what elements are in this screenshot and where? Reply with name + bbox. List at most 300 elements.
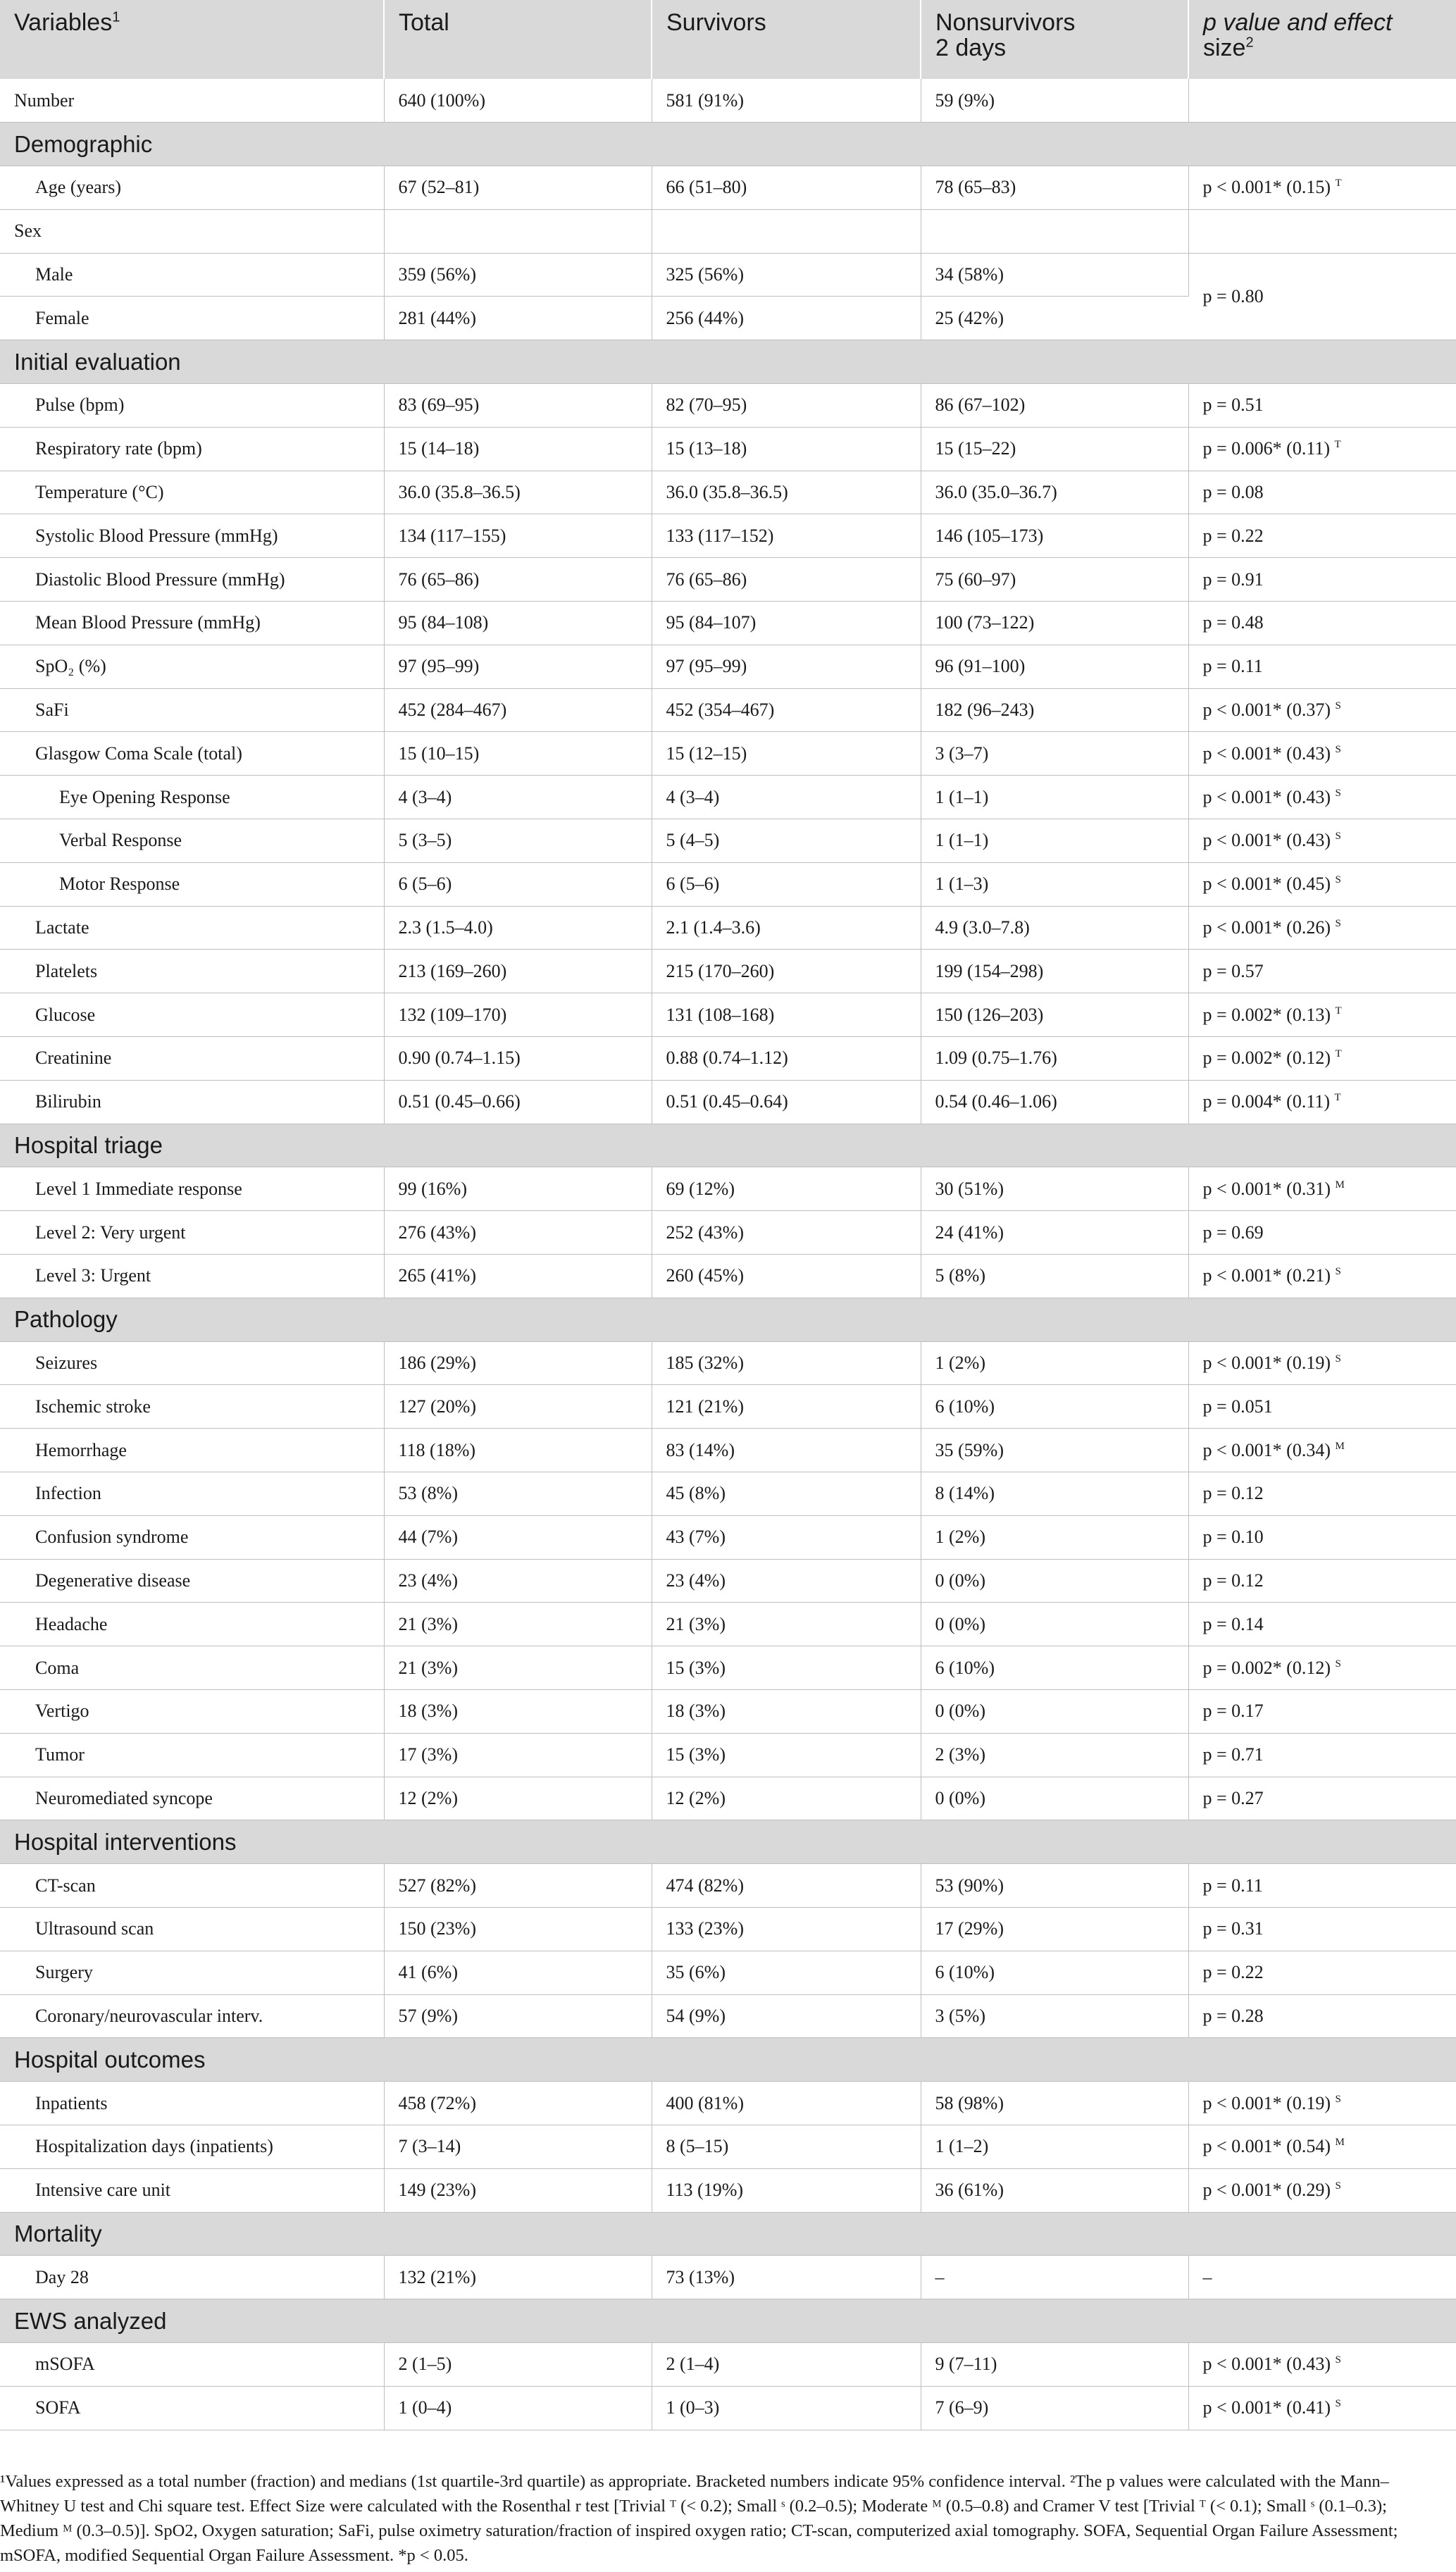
cell-p-value [1188, 950, 1456, 993]
cell-p-value [1188, 1864, 1456, 1908]
row-label: Ischemic stroke [0, 1385, 384, 1429]
row-label: Confusion syndrome [0, 1515, 384, 1559]
cell-p-value [1188, 1646, 1456, 1690]
cell-survivors: 66 (51–80) [652, 166, 921, 210]
cell-survivors: 185 (32%) [652, 1341, 921, 1385]
row-label: Female [0, 297, 384, 340]
cell-p-value [1188, 1211, 1456, 1255]
row-label: Hospitalization days (inpatients) [0, 2125, 384, 2168]
cell-total: 23 (4%) [384, 1559, 652, 1603]
p-value-text: p < 0.001* (0.43) [1202, 2354, 1336, 2375]
p-value-text: p < 0.001* (0.19) [1202, 2092, 1336, 2113]
footnote-text: ¹Values expressed as a total number (fraction) and medians (1st quartile-3rd quartile) as appropriate. Bracketed numbers indicate 95% confidence interval. ²The p values were calculated with the Mann–Whitney U test and Chi square test. Effect Size were calculated with the Rosenthal r test [Trivial ᵀ (< 0.2); Small ˢ (0.2–0.5); Moderate ᴹ (0.5–0.8) and Cramer V test [Trivial ᵀ (< 0.1); Small ˢ (0.1–0.3); Medium ᴹ (0.3–0.5)]. SpO2, Oxygen saturation; SaFi, pulse oximetry saturation/fraction of inspired oxygen ratio; CT-scan, computerized axial tomography. SOFA, Sequential Organ Failure Assessment; mSOFA, modified Sequential Organ Failure Assessment. *p < 0.05. [0, 2472, 1398, 2565]
cell-total: 44 (7%) [384, 1515, 652, 1559]
cell-nonsurvivors: 100 (73–122) [921, 602, 1188, 645]
effect-size-marker: S [1335, 1266, 1341, 1278]
cell-total: 17 (3%) [384, 1733, 652, 1777]
row-label: Level 3: Urgent [0, 1255, 384, 1298]
cell-total: 95 (84–108) [384, 602, 652, 645]
table-row [0, 602, 1456, 645]
row-label: Headache [0, 1603, 384, 1646]
row-label: Infection [0, 1472, 384, 1516]
table-row [0, 1385, 1456, 1429]
table-row [0, 2342, 1456, 2386]
cell-p-value [1188, 558, 1456, 602]
cell-nonsurvivors: 24 (41%) [921, 1211, 1188, 1255]
cell-total: 57 (9%) [384, 1994, 652, 2038]
section-outcomes [0, 2038, 1456, 2082]
cell-p-value [1188, 819, 1456, 863]
table-row [0, 1472, 1456, 1516]
table-row [0, 732, 1456, 776]
cell-survivors: 215 (170–260) [652, 950, 921, 993]
p-value-text: p = 0.27 [1202, 1787, 1264, 1808]
cell-nonsurvivors: 0 (0%) [921, 1603, 1188, 1646]
header-survivors: Survivors [652, 0, 921, 79]
cell-p-value [1188, 1559, 1456, 1603]
table-row [0, 2168, 1456, 2212]
table-row [0, 1603, 1456, 1646]
cell-p-value-sex: p = 0.80 [1188, 253, 1456, 340]
cell-p-value [1188, 862, 1456, 906]
cell-survivors: 36.0 (35.8–36.5) [652, 471, 921, 514]
cell-total: 2.3 (1.5–4.0) [384, 906, 652, 950]
effect-size-marker: T [1335, 1005, 1342, 1017]
cell-survivors: 15 (3%) [652, 1646, 921, 1690]
section-pathology [0, 1298, 1456, 1341]
cell-p-value [1188, 688, 1456, 732]
row-label: Neuromediated syncope [0, 1777, 384, 1820]
cell-p-value [1188, 1689, 1456, 1733]
p-value-text: p < 0.001* (0.43) [1202, 830, 1336, 851]
effect-size-marker: S [1335, 787, 1341, 799]
section-title: Hospital outcomes [0, 2038, 1456, 2082]
cell-total: 359 (56%) [384, 253, 652, 297]
section-title: Hospital interventions [0, 1820, 1456, 1864]
cell-p-value [1188, 1951, 1456, 1994]
cell-total: 1 (0–4) [384, 2386, 652, 2430]
cell-p-value [1188, 1515, 1456, 1559]
cell-survivors: 581 (91%) [652, 79, 921, 123]
cell-p-value [1188, 2125, 1456, 2168]
cell-survivors: 69 (12%) [652, 1167, 921, 1211]
cell-nonsurvivors: 0 (0%) [921, 1559, 1188, 1603]
cell-nonsurvivors: 34 (58%) [921, 253, 1188, 297]
cell-nonsurvivors: 6 (10%) [921, 1646, 1188, 1690]
effect-size-marker: T [1334, 1092, 1341, 1104]
cell-p-value [1188, 1255, 1456, 1298]
cell-nonsurvivors: 58 (98%) [921, 2082, 1188, 2125]
p-value-text: p = 0.14 [1202, 1613, 1264, 1634]
cell-total: 15 (10–15) [384, 732, 652, 776]
row-label: Age (years) [0, 166, 384, 210]
cell-nonsurvivors: 199 (154–298) [921, 950, 1188, 993]
cell-survivors: 256 (44%) [652, 297, 921, 340]
row-label: Eye Opening Response [0, 776, 384, 819]
effect-size-marker: S [1335, 918, 1341, 930]
cell-p-value [1188, 1429, 1456, 1472]
cell-p-value [1188, 2342, 1456, 2386]
cell-total: 6 (5–6) [384, 862, 652, 906]
table-row [0, 1994, 1456, 2038]
cell-nonsurvivors: 36.0 (35.0–36.7) [921, 471, 1188, 514]
cell-nonsurvivors: 7 (6–9) [921, 2386, 1188, 2430]
cell-nonsurvivors: 78 (65–83) [921, 166, 1188, 210]
effect-size-marker: M [1335, 1440, 1345, 1452]
cell-p-value [1188, 1994, 1456, 2038]
table-row [0, 2125, 1456, 2168]
cell-total: 53 (8%) [384, 1472, 652, 1516]
table-row [0, 906, 1456, 950]
row-label: Creatinine [0, 1037, 384, 1081]
table-row [0, 1646, 1456, 1690]
p-value-text: p = 0.006* (0.11) [1202, 438, 1335, 459]
cell-total: 458 (72%) [384, 2082, 652, 2125]
cell-nonsurvivors: 53 (90%) [921, 1864, 1188, 1908]
cell-total: 127 (20%) [384, 1385, 652, 1429]
cell-p-value [1188, 1080, 1456, 1124]
cell-nonsurvivors: 96 (91–100) [921, 645, 1188, 688]
cell-total: 7 (3–14) [384, 2125, 652, 2168]
cell-nonsurvivors: 9 (7–11) [921, 2342, 1188, 2386]
row-label: SaFi [0, 688, 384, 732]
effect-size-marker: S [1335, 1353, 1341, 1365]
cell-total: 18 (3%) [384, 1689, 652, 1733]
cell-p-value [1188, 1907, 1456, 1951]
p-value-text: p < 0.001* (0.21) [1202, 1265, 1336, 1286]
header-p-value: p value and effect size$^2$ [1188, 0, 1456, 79]
table-row [0, 2256, 1456, 2299]
section-title: Mortality [0, 2212, 1456, 2256]
p-value-text: p < 0.001* (0.26) [1202, 917, 1336, 938]
cell-nonsurvivors: 4.9 (3.0–7.8) [921, 906, 1188, 950]
cell-survivors: 133 (117–152) [652, 514, 921, 558]
cell-survivors: 5 (4–5) [652, 819, 921, 863]
row-label: Vertigo [0, 1689, 384, 1733]
p-value-text: p < 0.001* (0.31) [1202, 1178, 1336, 1199]
table-row [0, 1255, 1456, 1298]
table-row [0, 1733, 1456, 1777]
row-label: SpO₂ (%) [0, 645, 384, 688]
cell-p-value [1188, 1603, 1456, 1646]
row-label: Glucose [0, 993, 384, 1037]
table-body [0, 79, 1456, 2430]
table-row [0, 1167, 1456, 1211]
cell-total: 15 (14–18) [384, 427, 652, 471]
cell-nonsurvivors: 1 (2%) [921, 1341, 1188, 1385]
cell-total: 186 (29%) [384, 1341, 652, 1385]
p-value-text: – [1202, 2266, 1212, 2287]
cell-p-value [1188, 79, 1456, 123]
cell-survivors: 474 (82%) [652, 1864, 921, 1908]
row-label: Respiratory rate (bpm) [0, 427, 384, 471]
cell-nonsurvivors: 0 (0%) [921, 1689, 1188, 1733]
table-row-age [0, 166, 1456, 210]
cell-survivors: 12 (2%) [652, 1777, 921, 1820]
p-value-text: p = 0.10 [1202, 1527, 1264, 1548]
cell-survivors: 4 (3–4) [652, 776, 921, 819]
table-row [0, 1689, 1456, 1733]
section-mortality [0, 2212, 1456, 2256]
effect-size-marker: T [1334, 439, 1341, 451]
table-row [0, 1080, 1456, 1124]
cell-nonsurvivors: 5 (8%) [921, 1255, 1188, 1298]
cell-total: 118 (18%) [384, 1429, 652, 1472]
cell-survivors: 8 (5–15) [652, 2125, 921, 2168]
p-value-text: p = 0.17 [1202, 1701, 1264, 1722]
cell-p-value [1188, 1167, 1456, 1211]
cell-nonsurvivors: 150 (126–203) [921, 993, 1188, 1037]
cell-total: 0.51 (0.45–0.66) [384, 1080, 652, 1124]
p-value-text: p = 0.004* (0.11) [1202, 1091, 1335, 1112]
cell-total: 67 (52–81) [384, 166, 652, 210]
row-label: CT-scan [0, 1864, 384, 1908]
p-value-text: p = 0.11 [1202, 1875, 1263, 1896]
row-label: Coronary/neurovascular interv. [0, 1994, 384, 2038]
row-label: Day 28 [0, 2256, 384, 2299]
cell-nonsurvivors: 3 (5%) [921, 1994, 1188, 2038]
p-value-text: p < 0.001* (0.29) [1202, 2180, 1336, 2201]
section-title: Initial evaluation [0, 340, 1456, 384]
row-label: Seizures [0, 1341, 384, 1385]
table-row [0, 1864, 1456, 1908]
cell-survivors: 15 (13–18) [652, 427, 921, 471]
cell-nonsurvivors: – [921, 2256, 1188, 2299]
p-value-text: p < 0.001* (0.37) [1202, 700, 1336, 721]
cell-survivors: 21 (3%) [652, 1603, 921, 1646]
cell-total: 2 (1–5) [384, 2342, 652, 2386]
cell-total: 41 (6%) [384, 1951, 652, 1994]
cell-p-value [1188, 776, 1456, 819]
p-value-text: p = 0.12 [1202, 1483, 1264, 1504]
cell-survivors: 400 (81%) [652, 2082, 921, 2125]
cell-nonsurvivors: 1 (1–2) [921, 2125, 1188, 2168]
cell-total: 21 (3%) [384, 1603, 652, 1646]
cell-p-value [1188, 1385, 1456, 1429]
cell-survivors: 15 (3%) [652, 1733, 921, 1777]
cell-survivors: 2.1 (1.4–3.6) [652, 906, 921, 950]
row-label: Sex [0, 209, 384, 253]
cell-survivors: 82 (70–95) [652, 384, 921, 428]
p-value-text: p = 0.002* (0.12) [1202, 1048, 1336, 1069]
cell-nonsurvivors: 35 (59%) [921, 1429, 1188, 1472]
cell-nonsurvivors: 6 (10%) [921, 1385, 1188, 1429]
cell-p-value [1188, 1733, 1456, 1777]
row-label: Tumor [0, 1733, 384, 1777]
effect-size-marker: S [1335, 700, 1341, 712]
row-label: Pulse (bpm) [0, 384, 384, 428]
cell-nonsurvivors: 0.54 (0.46–1.06) [921, 1080, 1188, 1124]
table-row [0, 819, 1456, 863]
section-title: Pathology [0, 1298, 1456, 1341]
table-row [0, 1777, 1456, 1820]
p-value-text: p = 0.51 [1202, 395, 1264, 416]
header-nonsurvivors: Nonsurvivors 2 days [921, 0, 1188, 79]
table-row [0, 2386, 1456, 2430]
row-label: Intensive care unit [0, 2168, 384, 2212]
cell-p-value [1188, 1777, 1456, 1820]
table-row [0, 384, 1456, 428]
cell-p-value [1188, 2082, 1456, 2125]
p-value-text: p < 0.001* (0.43) [1202, 786, 1336, 807]
cell-empty [384, 209, 652, 253]
cell-survivors: 6 (5–6) [652, 862, 921, 906]
cell-survivors: 113 (19%) [652, 2168, 921, 2212]
cell-p-value [1188, 2386, 1456, 2430]
p-value-text: p < 0.001* (0.45) [1202, 874, 1336, 895]
cell-total: 150 (23%) [384, 1907, 652, 1951]
cell-survivors: 15 (12–15) [652, 732, 921, 776]
p-value-text: p = 0.08 [1202, 482, 1264, 503]
cell-p-value [1188, 732, 1456, 776]
table-row [0, 1559, 1456, 1603]
cell-survivors: 18 (3%) [652, 1689, 921, 1733]
row-label: Platelets [0, 950, 384, 993]
table-row [0, 558, 1456, 602]
cell-survivors: 0.51 (0.45–0.64) [652, 1080, 921, 1124]
cell-survivors: 452 (354–467) [652, 688, 921, 732]
table-row [0, 1515, 1456, 1559]
cell-nonsurvivors: 15 (15–22) [921, 427, 1188, 471]
table-row [0, 862, 1456, 906]
cell-survivors: 83 (14%) [652, 1429, 921, 1472]
row-label: Number [0, 79, 384, 123]
table-row [0, 950, 1456, 993]
table-row [0, 1037, 1456, 1081]
cell-nonsurvivors: 30 (51%) [921, 1167, 1188, 1211]
cell-survivors: 260 (45%) [652, 1255, 921, 1298]
row-label: Systolic Blood Pressure (mmHg) [0, 514, 384, 558]
table-row [0, 427, 1456, 471]
effect-size-marker: M [1335, 2137, 1345, 2149]
cell-total: 5 (3–5) [384, 819, 652, 863]
effect-size-marker: T [1335, 1048, 1342, 1060]
cell-p-value [1188, 384, 1456, 428]
cell-total: 12 (2%) [384, 1777, 652, 1820]
cell-nonsurvivors: 1 (1–3) [921, 862, 1188, 906]
table-footnote [0, 2469, 1437, 2568]
row-label: Level 1 Immediate response [0, 1167, 384, 1211]
table-row [0, 1429, 1456, 1472]
row-label: Glasgow Coma Scale (total) [0, 732, 384, 776]
cell-nonsurvivors: 3 (3–7) [921, 732, 1188, 776]
row-label: Temperature (°C) [0, 471, 384, 514]
table-row-sex [0, 209, 1456, 253]
cell-p-value [1188, 471, 1456, 514]
cell-survivors: 35 (6%) [652, 1951, 921, 1994]
cell-survivors: 2 (1–4) [652, 2342, 921, 2386]
cell-survivors: 43 (7%) [652, 1515, 921, 1559]
row-label: SOFA [0, 2386, 384, 2430]
cell-p-value [1188, 602, 1456, 645]
cell-survivors: 54 (9%) [652, 1994, 921, 2038]
cell-total: 99 (16%) [384, 1167, 652, 1211]
p-value-text: p = 0.69 [1202, 1222, 1264, 1243]
table-row [0, 2082, 1456, 2125]
cell-p-value [1188, 906, 1456, 950]
cell-nonsurvivors: 0 (0%) [921, 1777, 1188, 1820]
row-label: Hemorrhage [0, 1429, 384, 1472]
header-variables: Variables$^1$ [0, 0, 384, 79]
cell-total: 76 (65–86) [384, 558, 652, 602]
p-value-text: p = 0.57 [1202, 960, 1264, 981]
cell-total: 640 (100%) [384, 79, 652, 123]
section-title: EWS analyzed [0, 2299, 1456, 2343]
table-row [0, 1341, 1456, 1385]
section-demographic [0, 123, 1456, 166]
row-label: Surgery [0, 1951, 384, 1994]
effect-size-marker: T [1335, 178, 1342, 190]
p-value-text: p < 0.001* (0.19) [1202, 1353, 1336, 1373]
p-value-text: p = 0.002* (0.12) [1202, 1657, 1336, 1678]
effect-size-marker: M [1335, 1179, 1345, 1191]
row-label: Mean Blood Pressure (mmHg) [0, 602, 384, 645]
cell-total: 265 (41%) [384, 1255, 652, 1298]
cell-nonsurvivors: 25 (42%) [921, 297, 1188, 340]
p-value-text: p < 0.001* (0.15) [1202, 177, 1336, 198]
cell-total: 527 (82%) [384, 1864, 652, 1908]
cell-nonsurvivors: 146 (105–173) [921, 514, 1188, 558]
p-value-text: p = 0.22 [1202, 1962, 1264, 1983]
cell-survivors: 23 (4%) [652, 1559, 921, 1603]
cell-total: 281 (44%) [384, 297, 652, 340]
table-row [0, 688, 1456, 732]
p-value-text: p < 0.001* (0.54) [1202, 2136, 1336, 2157]
cell-nonsurvivors: 59 (9%) [921, 79, 1188, 123]
cell-nonsurvivors: 8 (14%) [921, 1472, 1188, 1516]
cell-p-value [1188, 427, 1456, 471]
p-value-text: p < 0.001* (0.41) [1202, 2397, 1336, 2418]
row-label: Ultrasound scan [0, 1907, 384, 1951]
cell-p-value [1188, 2168, 1456, 2212]
table-row [0, 645, 1456, 688]
p-value-text: p = 0.31 [1202, 1918, 1264, 1939]
table-header [0, 0, 1456, 79]
section-title: Hospital triage [0, 1124, 1456, 1167]
section-interventions [0, 1820, 1456, 1864]
cell-empty [921, 209, 1188, 253]
effect-size-marker: S [1335, 743, 1341, 755]
effect-size-marker: S [1335, 2093, 1341, 2105]
p-value-text: p = 0.22 [1202, 525, 1264, 546]
cell-survivors: 252 (43%) [652, 1211, 921, 1255]
effect-size-marker: S [1335, 831, 1341, 843]
cell-p-value [1188, 645, 1456, 688]
cell-p-value [1188, 993, 1456, 1037]
cell-total: 213 (169–260) [384, 950, 652, 993]
p-value-text: p = 0.11 [1202, 656, 1263, 677]
cell-survivors: 97 (95–99) [652, 645, 921, 688]
table-row-male [0, 253, 1456, 297]
cell-p-value [1188, 1037, 1456, 1081]
cell-survivors: 325 (56%) [652, 253, 921, 297]
row-label: Diastolic Blood Pressure (mmHg) [0, 558, 384, 602]
p-value-text: p = 0.91 [1202, 569, 1264, 590]
effect-size-marker: S [1335, 874, 1341, 886]
cell-survivors: 0.88 (0.74–1.12) [652, 1037, 921, 1081]
row-label: Level 2: Very urgent [0, 1211, 384, 1255]
cell-nonsurvivors: 75 (60–97) [921, 558, 1188, 602]
cell-p-value [1188, 1472, 1456, 1516]
cell-p-value [1188, 514, 1456, 558]
cell-total: 0.90 (0.74–1.15) [384, 1037, 652, 1081]
table-row [0, 993, 1456, 1037]
p-value-text: p = 0.12 [1202, 1570, 1264, 1591]
cell-survivors: 73 (13%) [652, 2256, 921, 2299]
cell-nonsurvivors: 86 (67–102) [921, 384, 1188, 428]
p-value-text: p = 0.71 [1202, 1744, 1264, 1765]
effect-size-marker: S [1335, 2398, 1341, 2410]
